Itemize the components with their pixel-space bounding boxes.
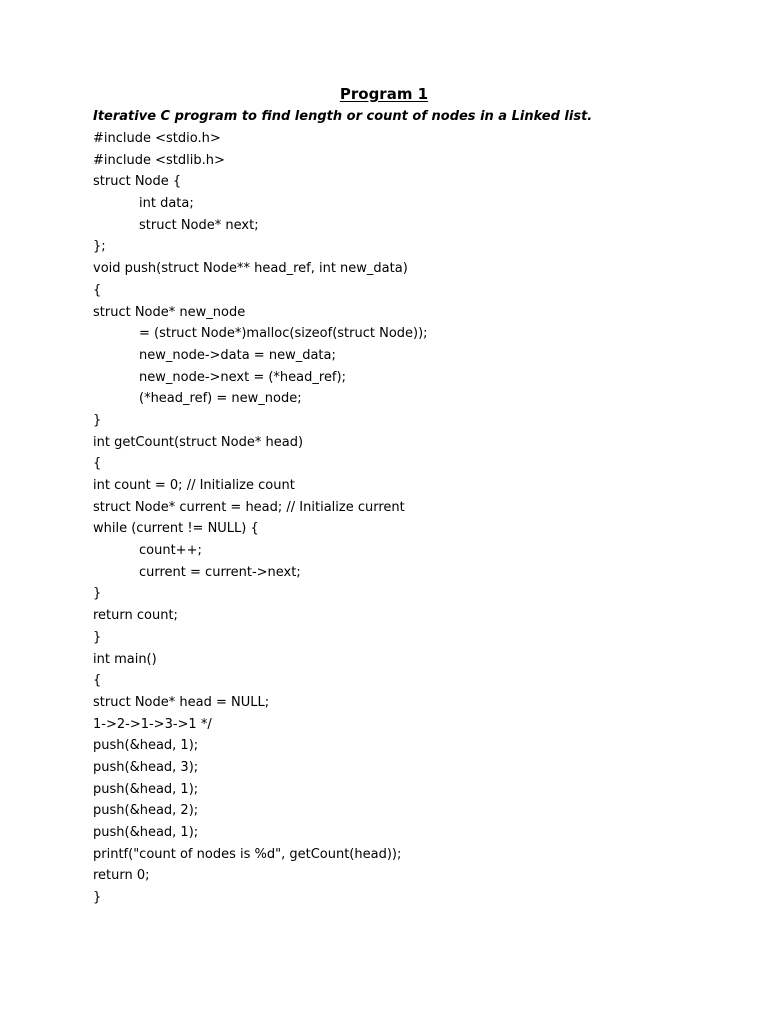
code-line: current = current->next;	[139, 564, 301, 580]
code-line: void push(struct Node** head_ref, int new_data)	[93, 261, 408, 277]
code-line: }	[93, 586, 102, 602]
code-line: struct Node* new_node	[93, 304, 246, 320]
code-line: int getCount(struct Node* head)	[93, 434, 304, 450]
page-title-text: Program 1	[339, 85, 429, 103]
code-line: int main()	[93, 651, 157, 667]
code-line: #include <stdlib.h>	[93, 152, 225, 168]
code-line: return 0;	[93, 868, 150, 884]
code-line: new_node->next = (*head_ref);	[139, 369, 346, 385]
code-line: push(&head, 2);	[93, 803, 199, 819]
code-line: new_node->data = new_data;	[139, 347, 336, 363]
code-line: 1->2->1->3->1 */	[93, 716, 212, 732]
code-line: while (current != NULL) {	[93, 521, 259, 537]
code-line: push(&head, 3);	[93, 759, 199, 775]
code-line: {	[93, 456, 102, 472]
code-line: push(&head, 1);	[93, 825, 199, 840]
code-line: push(&head, 1);	[93, 781, 199, 797]
code-line: int data;	[139, 196, 194, 212]
code-line: (*head_ref) = new_node;	[139, 391, 302, 407]
code-line: int count = 0; // Initialize count	[93, 478, 295, 493]
code-line: = (struct Node*)malloc(sizeof(struct Node));	[139, 326, 428, 342]
code-line: return count;	[93, 608, 178, 624]
code-line: struct Node {	[93, 174, 182, 190]
code-line: struct Node* current = head; // Initialize current	[93, 499, 405, 515]
code-line: }	[93, 629, 102, 645]
code-line: {	[93, 673, 102, 689]
page-title	[0, 84, 768, 104]
code-line: printf("count of nodes is %d", getCount(head));	[93, 846, 402, 862]
code-line: #include <stdio.h>	[93, 131, 221, 146]
code-line: {	[93, 282, 102, 298]
code-line: }	[93, 412, 102, 428]
code-line: }	[93, 890, 102, 906]
code-line: struct Node* next;	[139, 217, 259, 233]
code-line: push(&head, 1);	[93, 738, 199, 754]
code-listing	[93, 128, 428, 909]
code-line: };	[93, 239, 106, 255]
code-line: count++;	[139, 543, 202, 559]
page-subtitle: Iterative C program to find length or count of nodes in a Linked list.	[93, 109, 593, 124]
code-line: struct Node* head = NULL;	[93, 694, 270, 710]
